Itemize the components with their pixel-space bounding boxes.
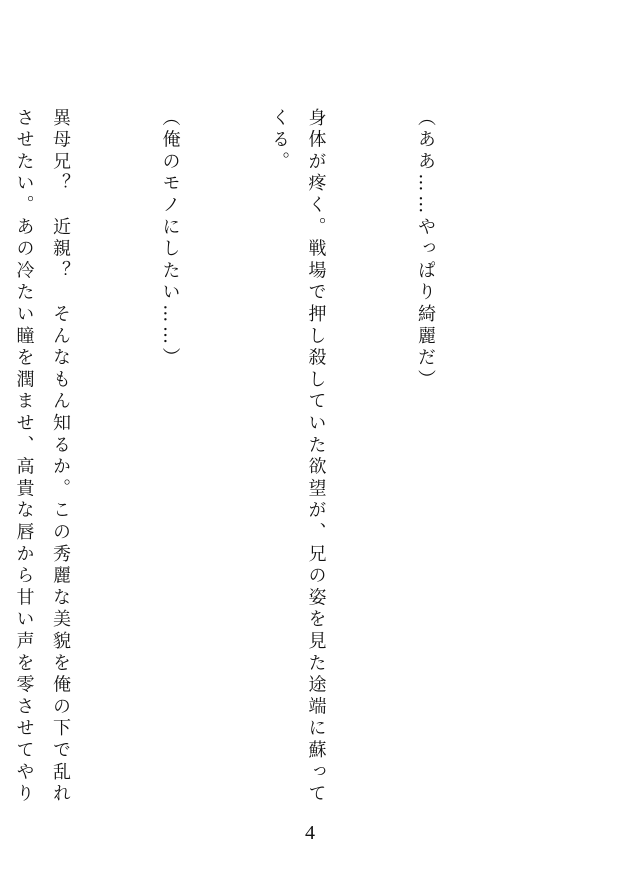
paragraph-1: （ああ……やっぱり綺麗だ）: [415, 108, 436, 392]
paragraph-2: 身体が疼く。戦場で押し殺していた欲望が、兄の姿を見た途端に蘇ってくる。: [269, 108, 327, 806]
page-number: 4: [305, 822, 315, 844]
paragraph-4: 異母兄？ 近親？ そんなもん知るか。この秀麗な美貌を俺の下で乱れさせたい。あの冷たい瞳を潤ませ、高貴な唇から甘い声を零させてやり: [13, 108, 71, 806]
vertical-text-block: [0, 108, 516, 808]
paragraph-3: （俺のモノにしたい……）: [159, 108, 181, 370]
